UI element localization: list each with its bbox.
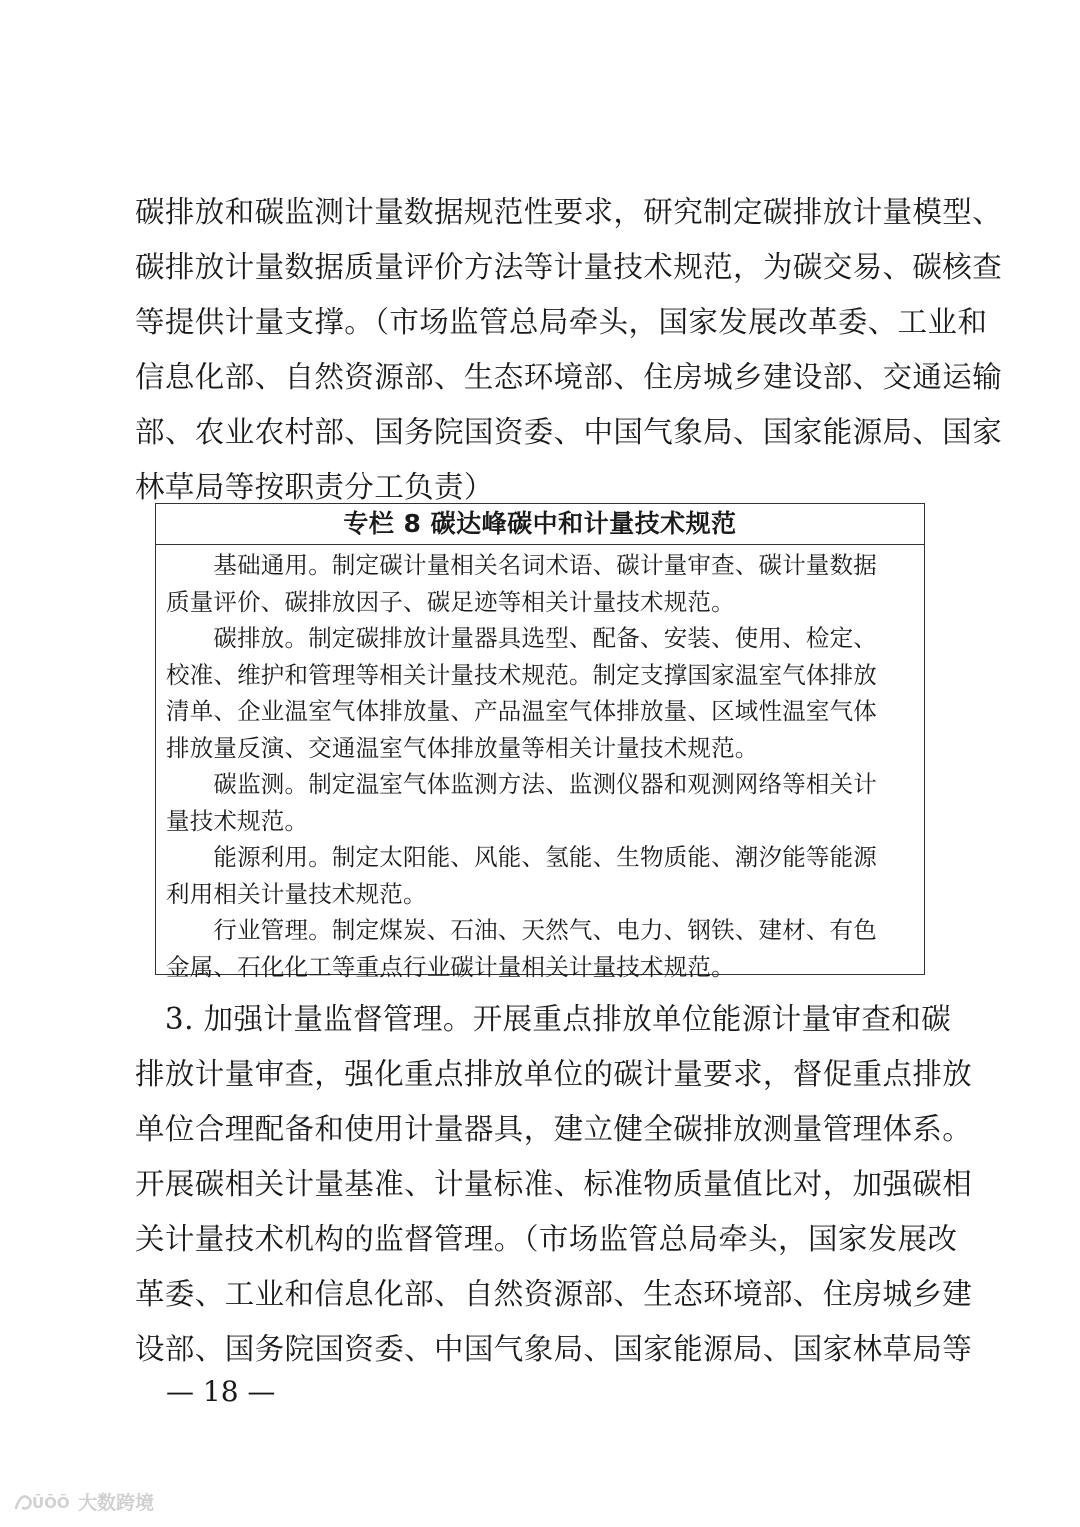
box-line: 金属、石化化工等重点行业碳计量相关计量技术规范。: [166, 952, 735, 981]
brand-logo-icon: [12, 1491, 70, 1513]
column-box-body: [166, 547, 916, 985]
paragraph-line: 部、农业农村部、国务院国资委、中国气象局、国家能源局、国家: [135, 415, 1003, 449]
box-line: 清单、企业温室气体排放量、产品温室气体排放量、区域性温室气体: [166, 697, 877, 725]
paragraph-line: 信息化部、自然资源部、生态环境部、住房城乡建设部、交通运输: [135, 360, 1003, 394]
watermark-text: 大数跨境: [78, 1492, 155, 1514]
paragraph-line: 3. 加强计量监督管理。开展重点排放单位能源计量审查和碳: [135, 1002, 952, 1036]
paragraph-line: 关计量技术机构的监督管理。（市场监管总局牵头，国家发展改: [135, 1222, 958, 1256]
paragraph-line: 革委、工业和信息化部、自然资源部、生态环境部、住房城乡建: [135, 1277, 973, 1311]
paragraph-line: 单位合理配备和使用计量器具，建立健全碳排放测量管理体系。: [135, 1112, 973, 1146]
page-number: — 18 —: [166, 1375, 276, 1408]
box-line: 碳监测。制定温室气体监测方法、监测仪器和观测网络等相关计: [166, 770, 877, 798]
column-box: [155, 503, 925, 981]
paragraph-line: 排放计量审查，强化重点排放单位的碳计量要求，督促重点排放: [135, 1057, 973, 1091]
box-line: 校准、维护和管理等相关计量技术规范。制定支撑国家温室气体排放: [166, 660, 877, 689]
watermark: [12, 1488, 154, 1515]
column-box-title: 专栏 8 碳达峰碳中和计量技术规范: [156, 504, 924, 545]
paragraph-top: [135, 185, 1003, 515]
box-line: 行业管理。制定煤炭、石油、天然气、电力、钢铁、建材、有色: [166, 916, 877, 944]
paragraph-line: 林草局等按职责分工负责）: [135, 470, 494, 504]
paragraph-line: 设部、国务院国资委、中国气象局、国家能源局、国家林草局等: [135, 1332, 973, 1366]
box-line: 排放量反演、交通温室气体排放量等相关计量技术规范。: [166, 733, 759, 762]
box-line: 质量评价、碳排放因子、碳足迹等相关计量技术规范。: [166, 587, 735, 616]
paragraph-line: 碳排放计量数据质量评价方法等计量技术规范，为碳交易、碳核查: [135, 250, 1003, 284]
box-line: 能源利用。制定太阳能、风能、氢能、生物质能、潮汐能等能源: [166, 843, 877, 871]
paragraph-line: 等提供计量支撑。（市场监管总局牵头，国家发展改革委、工业和: [135, 305, 988, 339]
paragraph-line: 碳排放和碳监测计量数据规范性要求，研究制定碳排放计量模型、: [135, 195, 1003, 229]
box-line: 量技术规范。: [166, 806, 309, 835]
svg-text:ŪŌŌ: ŪŌŌ: [32, 1493, 70, 1512]
box-line: 碳排放。制定碳排放计量器具选型、配备、安装、使用、检定、: [166, 624, 877, 652]
box-line: 利用相关计量技术规范。: [166, 879, 427, 908]
paragraph-bottom: [135, 992, 973, 1377]
box-line: 基础通用。制定碳计量相关名词术语、碳计量审查、碳计量数据: [166, 551, 877, 579]
paragraph-line: 开展碳相关计量基准、计量标准、标准物质量值比对，加强碳相: [135, 1167, 973, 1201]
